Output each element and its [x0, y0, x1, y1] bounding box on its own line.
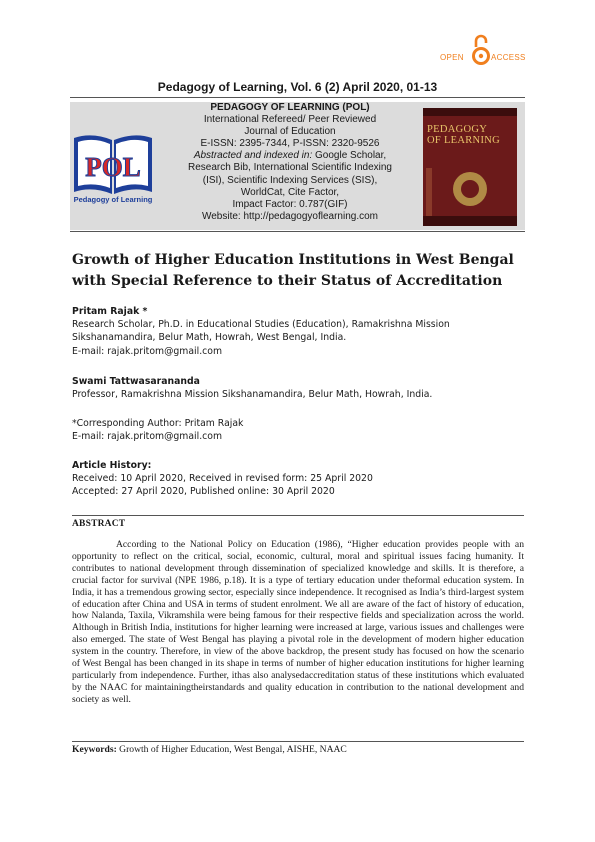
journal-issn-line: E-ISSN: 2395-7344, P-ISSN: 2320-9526: [200, 138, 380, 150]
journal-info-line: International Refereed/ Peer Reviewed: [203, 114, 377, 126]
journal-citation-line: Pedagogy of Learning, Vol. 6 (2) April 2020, 01-13: [157, 80, 438, 94]
author-2-block: [72, 375, 532, 401]
indexing-line: (ISI), Scientific Indexing Services (SIS),: [202, 174, 378, 186]
history-received: Received: 10 April 2020, Received in revised form: 25 April 2020: [72, 473, 373, 485]
author-1-email: E-mail: rajak.pritom@gmail.com: [72, 345, 222, 357]
abstract-text: According to the National Policy on Education (1986), “Higher education provides people with an opportunity to reflect on the critical, social, economic, cultural, moral and spiritual issues facing humanity. It contributes to national development through dissemination of specialized knowledge and skills. It is therefore, a crucial factor for survival (NPE 1986, p.18). It is a type of tertiary education under theformal education system. In India, it has a tremendous growing sector, especially since independence. It recognised as India’s third-largest system of education after China and USA in terms of student enrolment. We all are aware of the fact of history of education, how Nalanda, Taxila, Vikramshila were being famous for their respective fields and specialization across the world. Although in British India, institutions for higher learning were increased at large, various issues and challenges were also emerged. The state of West Bengal has playing a pivotal role in the development of modern higher education system in the country. Therefore, in view of the above backdrop, the present study has focused on how the scenario of West Bengal has been changed in its shape in terms of number of higher education institutions for higher learning particularly from independence. Further, ithas also analysedaccreditation status of these institutions which evaluated by the NAAC for maintainingtheirstandards and quality education in contribution to the national development and society as well.: [72, 539, 524, 705]
website-line: Website: http://pedagogyoflearning.com: [201, 210, 379, 222]
pol-logo-caption: Pedagogy of Learning: [73, 195, 153, 204]
cover-emblem: [453, 172, 487, 206]
keywords-label: Keywords:: [72, 744, 117, 755]
open-access-logo: [440, 33, 550, 69]
indexing-line: WorldCat, Cite Factor,: [240, 186, 340, 198]
open-access-word-right: ACCESS: [491, 53, 526, 62]
indexing-line: Research Bib, International Scientific Indexing: [187, 162, 392, 174]
journal-cover-image: [423, 108, 517, 226]
header-top-rule: [70, 97, 525, 98]
author-1-affiliation: Sikshanamandira, Belur Math, Howrah, West Bengal, India.: [72, 332, 347, 344]
corresponding-author: *Corresponding Author: Pritam Rajak: [72, 418, 244, 429]
keywords-line: [72, 744, 524, 755]
corresponding-author-block: [72, 417, 532, 443]
open-access-word-left: OPEN: [440, 53, 464, 62]
author-1-affiliation: Research Scholar, Ph.D. in Educational Studies (Education), Ramakrishna Mission: [72, 319, 450, 331]
author-1-name: Pritam Rajak *: [72, 306, 148, 317]
journal-info-line: Journal of Education: [244, 126, 336, 138]
abstract-heading: ABSTRACT: [72, 519, 126, 529]
author-1-block: [72, 305, 532, 358]
history-accepted: Accepted: 27 April 2020, Published online: 30 April 2020: [72, 486, 335, 498]
author-2-affiliation: Professor, Ramakrishna Mission Sikshanamandira, Belur Math, Howrah, India.: [72, 389, 433, 401]
article-history-label: Article History:: [72, 460, 152, 471]
abstracted-first: Google Scholar,: [312, 150, 387, 162]
article-history-block: [72, 459, 532, 499]
corresponding-email: E-mail: rajak.pritom@gmail.com: [72, 431, 222, 443]
author-2-name: Swami Tattwasarananda: [72, 376, 200, 387]
indexing-line: [170, 150, 410, 162]
impact-factor-line: Impact Factor: 0.787(GIF): [232, 198, 348, 210]
header-bottom-rule: [70, 231, 525, 232]
paper-title: Growth of Higher Education Institutions in West Bengal with Special Reference to their Status of Accreditation: [72, 252, 514, 289]
journal-info-block: [170, 102, 410, 223]
keywords-top-rule: [72, 741, 524, 742]
cover-title: PEDAGOGY OF LEARNING: [427, 124, 501, 146]
journal-name: PEDAGOGY OF LEARNING (POL): [210, 102, 370, 113]
abstracted-label: Abstracted and indexed in:: [193, 150, 313, 162]
abstract-top-rule: [72, 515, 524, 516]
pol-logo-text: POL: [85, 152, 141, 182]
keywords-text: Growth of Higher Education, West Bengal, AISHE, NAAC: [116, 744, 347, 755]
padlock-icon: [472, 33, 490, 67]
